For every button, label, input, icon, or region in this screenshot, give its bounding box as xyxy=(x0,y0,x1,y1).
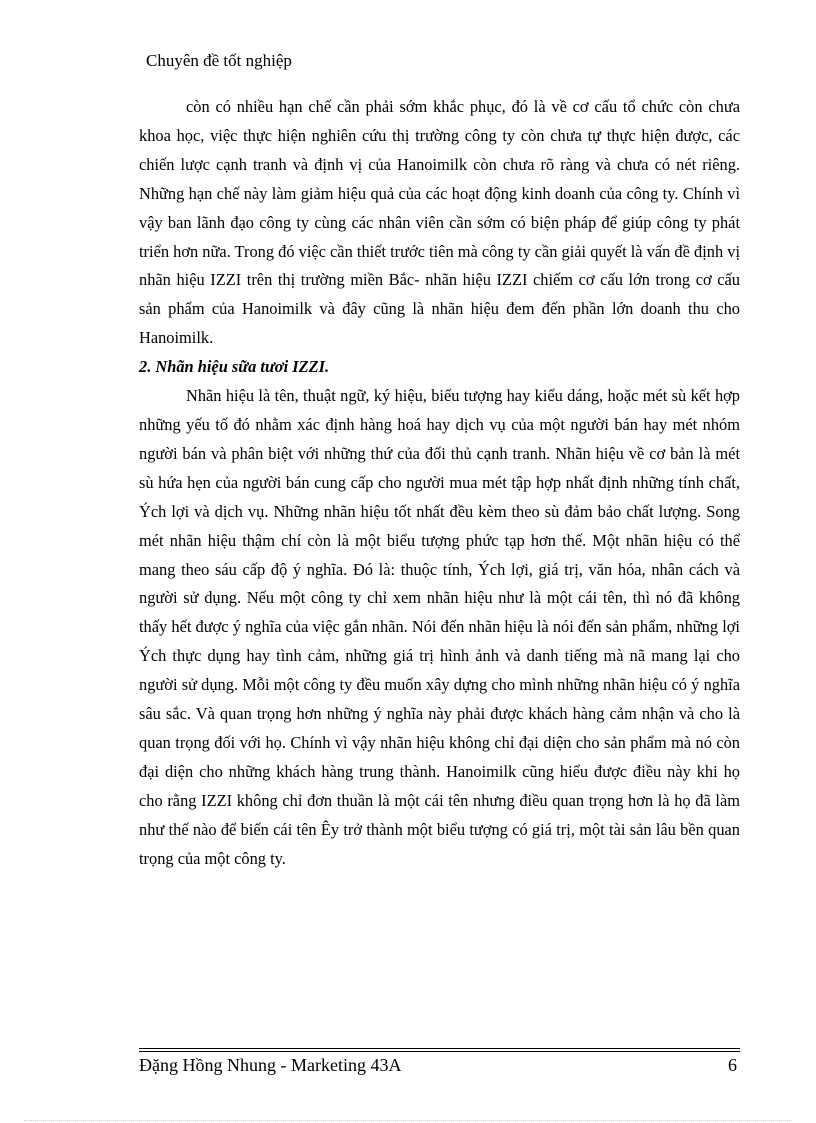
page-header-title: Chuyên đề tốt nghiệp xyxy=(146,51,292,70)
section-heading: 2. Nhãn hiệu sữa tươi IZZI. xyxy=(139,357,330,377)
section-paragraph: Nhãn hiệu là tên, thuật ngữ, ký hiệu, biểu tượng hay kiểu dáng, hoặc mét sù kết hợp những yếu tố đó nhằm xác định hàng hoá hay dịch vụ của một người bán hay mét nhóm người bán và phân biệt với những thứ của đối thủ cạnh tranh. Nhãn hiệu về cơ bản là mét sù hứa hẹn của người bán cung cấp cho người mua mét tập hợp nhất định những tính chất, Ých lợi và dịch vụ. Những nhãn hiệu tốt nhất đều kèm theo sù đảm bảo chất lượng. Song mét nhãn hiệu thậm chí còn là một biểu tượng phức tạp hơn thế. Một nhãn hiệu có thể mang theo sáu cấp độ ý nghĩa. Đó là: thuộc tính, Ých lợi, giá trị, văn hóa, nhân cách và người sử dụng. Nếu một công ty chỉ xem nhãn hiệu như là một cái tên, thì nó đã không thấy hết được ý nghĩa của việc gắn nhãn. Nói đến nhãn hiệu là nói đến sản phẩm, những lợi Ých thực dụng hay tình cảm, những giá trị hình ảnh và danh tiếng mà nã mang lại cho người sử dụng. Mỗi một công ty đều muốn xây dựng cho mình những nhãn hiệu có ý nghĩa sâu sắc. Và quan trọng hơn những ý nghĩa này phải được khách hàng cảm nhận và cho là quan trọng đối với họ. Chính vì vậy nhãn hiệu không chỉ đại diện cho sản phẩm mà nó còn đại diện cho những khách hàng trung thành. Hanoimilk cũng hiểu được điều này khi họ cho rằng IZZI không chỉ đơn thuần là một cái tên nhưng điều quan trọng hơn là họ đã làm như thế nào để biến cái tên Êy trở thành một biểu tượng có giá trị, một tài sản lâu bền quan trọng của một công ty. xyxy=(139,386,740,868)
page-number: 6 xyxy=(728,1055,737,1075)
document-body xyxy=(139,93,740,873)
intro-paragraph: còn có nhiều hạn chế cần phải sớm khắc phục, đó là về cơ cấu tổ chức còn chưa khoa học, việc thực hiện nghiên cứu thị trường công ty còn chưa tự thực hiện được, các chiến lược cạnh tranh và định vị của Hanoimilk còn chưa rõ ràng và chưa có nét riêng. Những hạn chế này làm giảm hiệu quả của các hoạt động kinh doanh của công ty. Chính vì vậy ban lãnh đạo công ty cùng các nhân viên cần sớm có biện pháp để giúp công ty phát triển hơn nữa. Trong đó việc cần thiết trước tiên mà công ty cần giải quyết là vấn đề định vị nhãn hiệu IZZI trên thị trường miền Bắc- nhãn hiệu IZZI chiếm cơ cấu lớn trong cơ cấu sản phẩm của Hanoimilk và đây cũng là nhãn hiệu đem đến phần lớn doanh thu cho Hanoimilk. xyxy=(139,97,740,348)
footer-author: Đặng Hồng Nhung - Marketing 43A xyxy=(139,1055,402,1075)
page-edge-divider xyxy=(24,1120,792,1121)
footer-divider-top xyxy=(139,1048,740,1049)
footer-divider-bottom xyxy=(139,1051,740,1052)
